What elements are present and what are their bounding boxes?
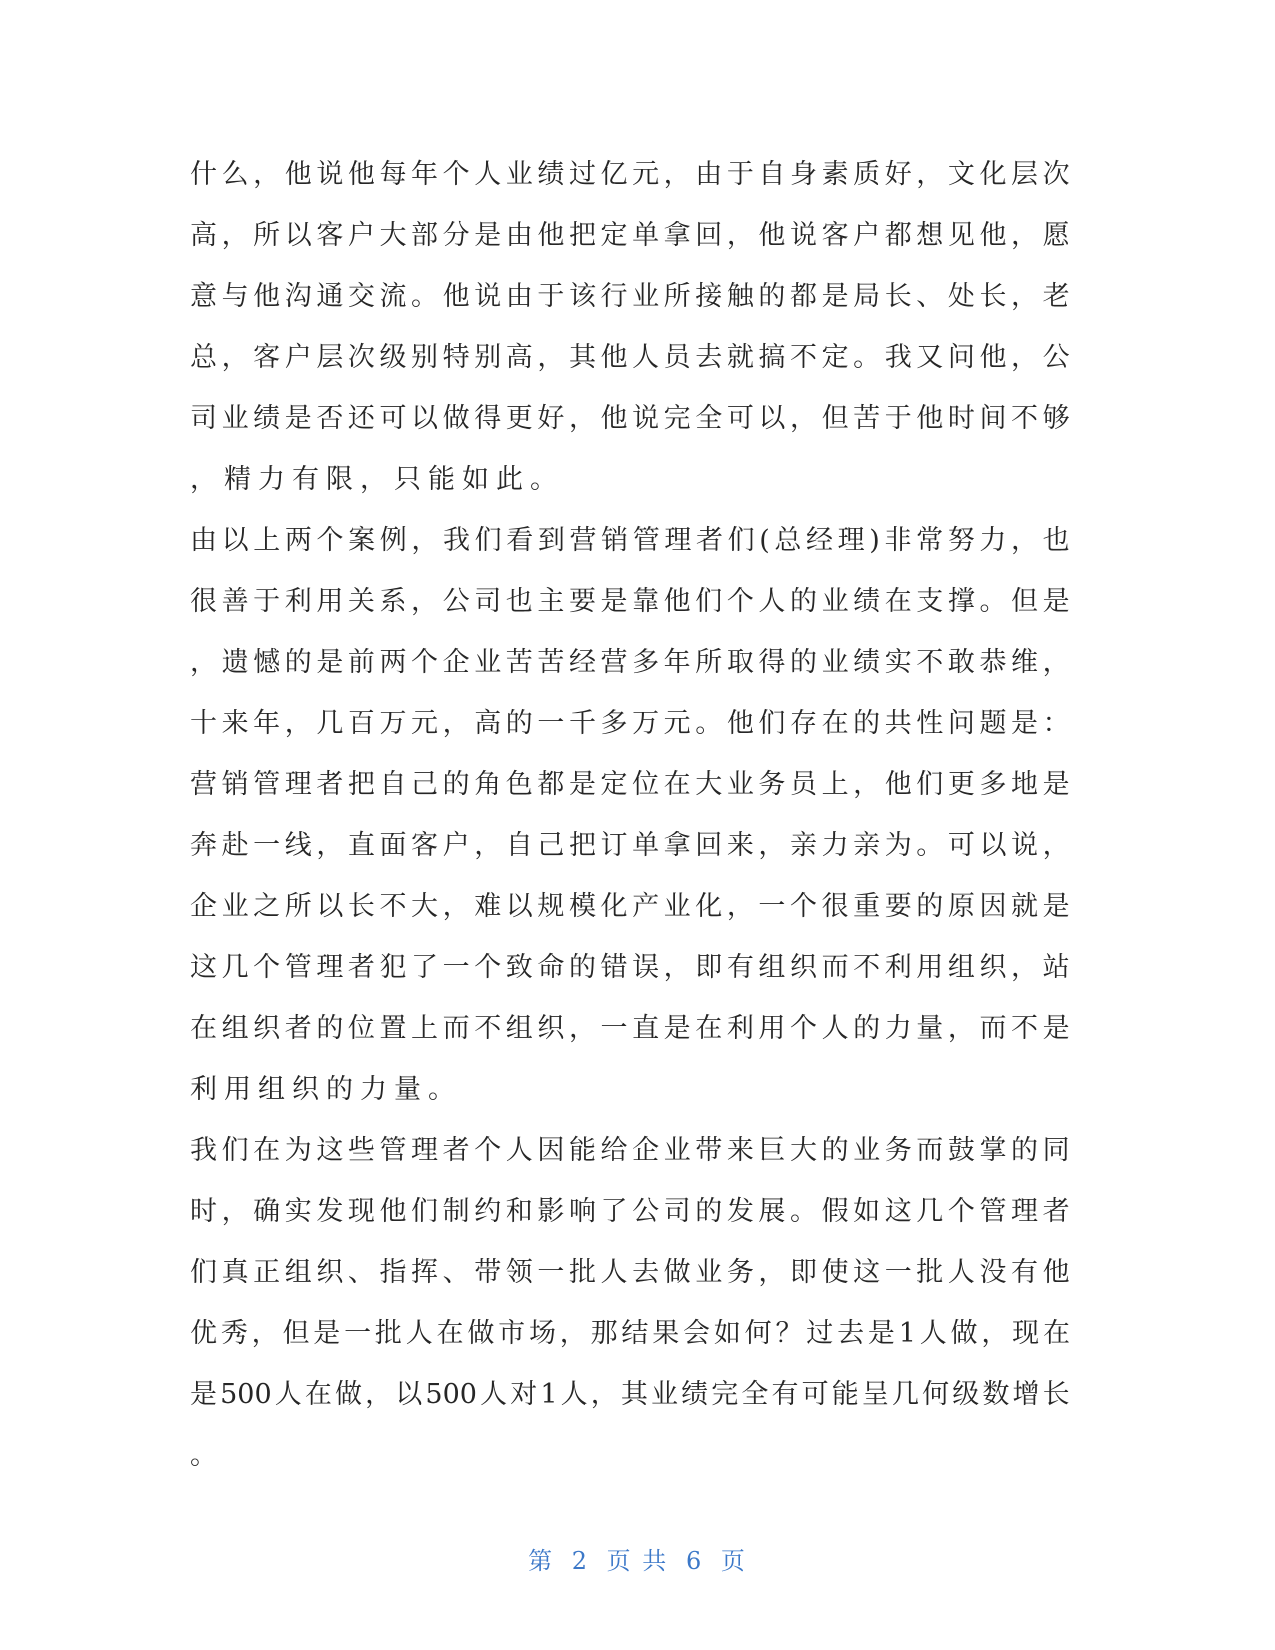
text-line: 由 以 上 两 个 案 例 ， 我 们 看 到 营 销 管 理 者 们 ( 总 经 理 ) 非 常 努 力 ， 也 bbox=[190, 525, 1070, 556]
text-line: 总 ， 客 户 层 次 级 别 特 别 高 ， 其 他 人 员 去 就 搞 不 定 。 我 又 问 他 ， 公 bbox=[190, 342, 1070, 373]
footer-current-page: 2 bbox=[571, 1547, 590, 1575]
footer-suffix: 页 bbox=[720, 1547, 747, 1575]
text-line: 时 ， 确 实 发 现 他 们 制 约 和 影 响 了 公 司 的 发 展 。 假 如 这 几 个 管 理 者 bbox=[190, 1196, 1070, 1227]
footer-middle: 页 共 bbox=[606, 1547, 669, 1575]
text-line: ，精力有限，只能如此。 bbox=[190, 464, 564, 495]
footer-prefix: 第 bbox=[528, 1547, 555, 1575]
text-line: ， 遗 憾 的 是 前 两 个 企 业 苦 苦 经 营 多 年 所 取 得 的 业 绩 实 不 敢 恭 维 ， bbox=[190, 647, 1070, 678]
text-line: 我 们 在 为 这 些 管 理 者 个 人 因 能 给 企 业 带 来 巨 大 的 业 务 而 鼓 掌 的 同 bbox=[190, 1135, 1070, 1166]
text-line: 企 业 之 所 以 长 不 大 ， 难 以 规 模 化 产 业 化 ， 一 个 很 重 要 的 原 因 就 是 bbox=[190, 891, 1070, 922]
text-line: 利用组织的力量。 bbox=[190, 1074, 462, 1105]
text-line: 意 与 他 沟 通 交 流 。 他 说 由 于 该 行 业 所 接 触 的 都 是 局 长 、 处 长 ， 老 bbox=[190, 281, 1070, 312]
footer-total-pages: 6 bbox=[685, 1547, 704, 1575]
text-line: 营 销 管 理 者 把 自 己 的 角 色 都 是 定 位 在 大 业 务 员 上 ， 他 们 更 多 地 是 bbox=[190, 769, 1070, 800]
text-line: 们 真 正 组 织 、 指 挥 、 带 领 一 批 人 去 做 业 务 ， 即 使 这 一 批 人 没 有 他 bbox=[190, 1257, 1070, 1288]
text-line: 很 善 于 利 用 关 系 ， 公 司 也 主 要 是 靠 他 们 个 人 的 业 绩 在 支 撑 。 但 是 bbox=[190, 586, 1070, 617]
page-footer bbox=[0, 1541, 1275, 1576]
text-line: 高 ， 所 以 客 户 大 部 分 是 由 他 把 定 单 拿 回 ， 他 说 客 户 都 想 见 他 ， 愿 bbox=[190, 220, 1070, 251]
text-line: 奔 赴 一 线 ， 直 面 客 户 ， 自 己 把 订 单 拿 回 来 ， 亲 力 亲 为 。 可 以 说 ， bbox=[190, 830, 1070, 861]
text-line: 在 组 织 者 的 位 置 上 而 不 组 织 ， 一 直 是 在 利 用 个 人 的 力 量 ， 而 不 是 bbox=[190, 1013, 1070, 1044]
text-line: 这 几 个 管 理 者 犯 了 一 个 致 命 的 错 误 ， 即 有 组 织 而 不 利 用 组 织 ， 站 bbox=[190, 952, 1070, 983]
text-line: 十 来 年 ， 几 百 万 元 ， 高 的 一 千 多 万 元 。 他 们 存 在 的 共 性 问 题 是 ： bbox=[190, 708, 1070, 739]
text-line: 什 么 ， 他 说 他 每 年 个 人 业 绩 过 亿 元 ， 由 于 自 身 素 质 好 ， 文 化 层 次 bbox=[190, 159, 1070, 190]
text-line: 优 秀 ， 但 是 一 批 人 在 做 市 场 ， 那 结 果 会 如 何 ？ 过 去 是 1 人 做 ， 现 在 bbox=[190, 1318, 1070, 1349]
document-body bbox=[190, 144, 1070, 1486]
text-line: 是 500 人 在 做 ， 以 500 人 对 1 人 ， 其 业 绩 完 全 有 可 能 呈 几 何 级 数 增 长 bbox=[190, 1379, 1070, 1410]
text-line: 。 bbox=[190, 1440, 224, 1471]
text-line: 司 业 绩 是 否 还 可 以 做 得 更 好 ， 他 说 完 全 可 以 ， 但 苦 于 他 时 间 不 够 bbox=[190, 403, 1070, 434]
